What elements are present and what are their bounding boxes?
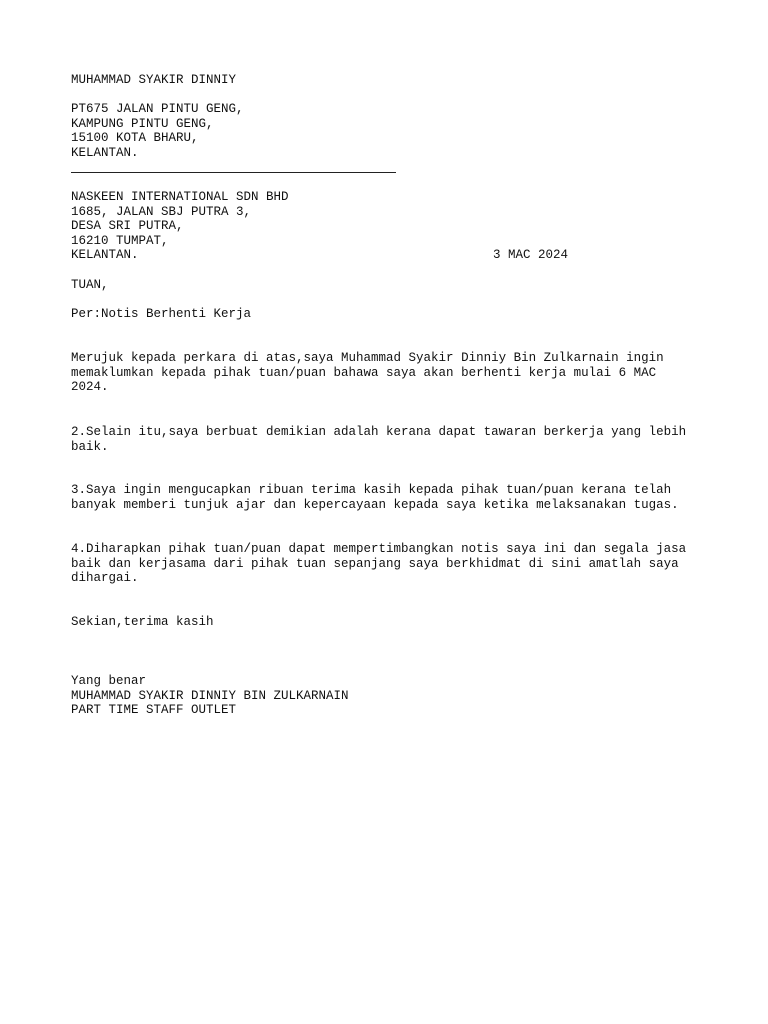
recipient-address-line: 1685, JALAN SBJ PUTRA 3, — [71, 204, 252, 219]
closing-line: Sekian,terima kasih — [71, 615, 214, 629]
paragraph-line: dihargai. — [71, 571, 139, 586]
salutation: TUAN, — [71, 278, 109, 292]
sender-address-line: KAMPUNG PINTU GENG, — [71, 116, 214, 131]
paragraph-line: banyak memberi tunjuk ajar dan kepercayaan kepada saya ketika melaksanakan tugas. — [71, 497, 679, 512]
paragraph-line: 2.Selain itu,saya berbuat demikian adalah kerana dapat tawaran berkerja yang lebih — [71, 425, 687, 439]
paragraph-line: baik dan kerjasama dari pihak tuan sepanjang saya berkhidmat di sini amatlah saya — [71, 556, 679, 571]
paragraph-line: Merujuk kepada perkara di atas,saya Muhammad Syakir Dinniy Bin Zulkarnain ingin — [71, 351, 664, 365]
signoff-label: Yang benar — [71, 674, 147, 688]
sender-address-line: PT675 JALAN PINTU GENG, — [71, 102, 244, 116]
header-divider — [71, 172, 396, 173]
paragraph-line: 3.Saya ingin mengucapkan ribuan terima kasih kepada pihak tuan/puan kerana telah — [71, 483, 672, 497]
sender-name: MUHAMMAD SYAKIR DINNIY — [71, 73, 237, 87]
recipient-address-line: NASKEEN INTERNATIONAL SDN BHD — [71, 190, 289, 204]
paragraph-line: memaklumkan kepada pihak tuan/puan bahawa saya akan berhenti kerja mulai 6 MAC — [71, 365, 657, 380]
recipient-address-line: 16210 TUMPAT, — [71, 233, 169, 248]
sender-address-line: KELANTAN. — [71, 145, 139, 160]
signoff-position: PART TIME STAFF OUTLET — [71, 703, 237, 718]
paragraph-line: 4.Diharapkan pihak tuan/puan dapat mempertimbangkan notis saya ini dan segala jasa — [71, 542, 687, 556]
paragraph-line: baik. — [71, 439, 109, 454]
signoff-name: MUHAMMAD SYAKIR DINNIY BIN ZULKARNAIN — [71, 688, 349, 703]
paragraph-line: 2024. — [71, 380, 109, 395]
recipient-address-line: DESA SRI PUTRA, — [71, 219, 184, 234]
letter-date: 3 MAC 2024 — [493, 248, 569, 262]
subject-line: Per:Notis Berhenti Kerja — [71, 307, 252, 321]
sender-address-line: 15100 KOTA BHARU, — [71, 131, 199, 146]
recipient-address-line: KELANTAN. — [71, 248, 139, 263]
